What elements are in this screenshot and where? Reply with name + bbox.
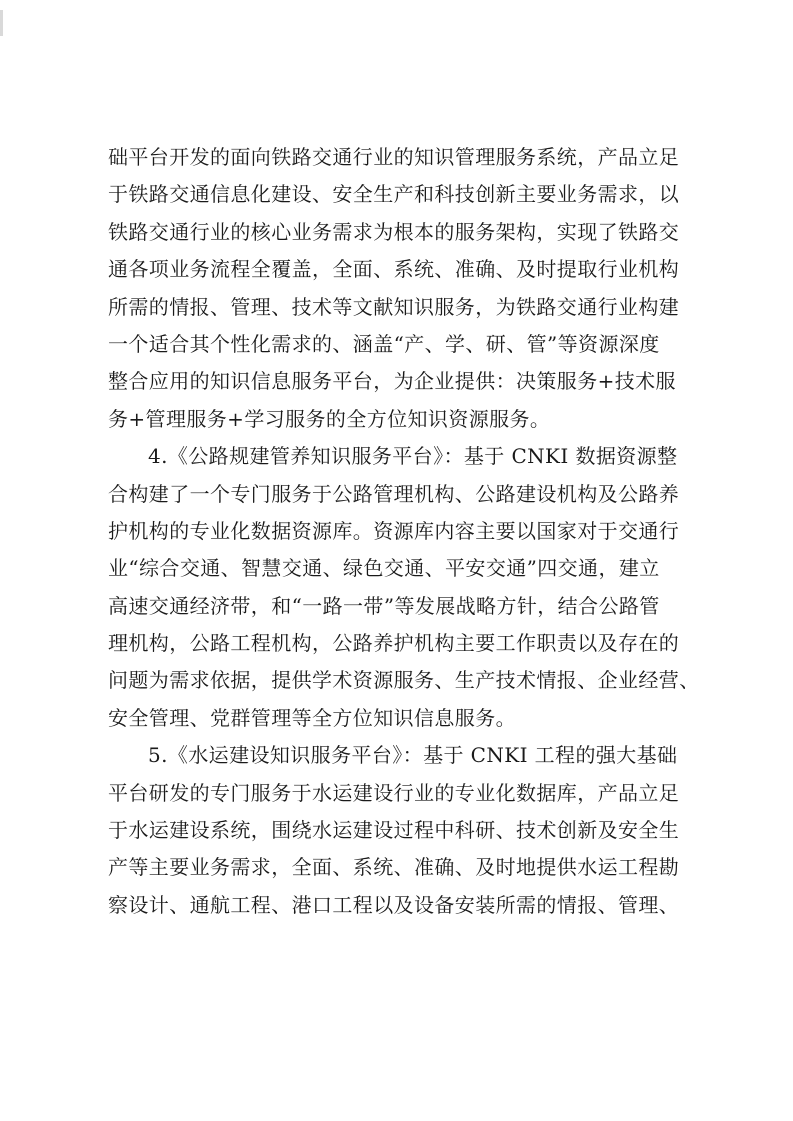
paragraph-5-heading-line: 5.《水运建设知识服务平台》：基于 CNKI 工程的强大基础 <box>148 743 678 768</box>
text-line: 察设计、通航工程、港口工程以及设备安装所需的情报、管理、 <box>108 892 680 917</box>
text-line: 业“综合交通、智慧交通、绿色交通、平安交通”四交通，建立 <box>108 556 660 581</box>
text-line: 护机构的专业化数据资源库。资源库内容主要以国家对于交通行 <box>108 518 680 543</box>
text-line: 务+管理服务+学习服务的全方位知识资源服务。 <box>108 406 551 431</box>
text-line: 高速交通经济带，和“一路一带”等发展战略方针，结合公路管 <box>108 593 660 618</box>
text-line: 所需的情报、管理、技术等文献知识服务，为铁路交通行业构建 <box>108 294 680 319</box>
body-text <box>108 139 708 924</box>
text-line: 一个适合其个性化需求的、涵盖“产、学、研、管”等资源深度 <box>108 331 660 356</box>
scan-edge-mark <box>0 10 3 36</box>
text-line: 问题为需求依据，提供学术资源服务、生产技术情报、企业经营、 <box>108 668 700 693</box>
paragraph-4-heading-line: 4.《公路规建管养知识服务平台》：基于 CNKI 数据资源整 <box>148 444 678 469</box>
text-line: 通各项业务流程全覆盖，全面、系统、准确、及时提取行业机构 <box>108 257 680 282</box>
text-line: 础平台开发的面向铁路交通行业的知识管理服务系统，产品立足 <box>108 145 680 169</box>
text-line: 铁路交通行业的核心业务需求为根本的服务架构，实现了铁路交 <box>108 219 680 244</box>
text-line: 合构建了一个专门服务于公路管理机构、公路建设机构及公路养 <box>108 481 680 506</box>
text-line: 安全管理、党群管理等全方位知识信息服务。 <box>108 705 516 730</box>
text-line: 产等主要业务需求，全面、系统、准确、及时地提供水运工程勘 <box>108 855 680 880</box>
text-line: 理机构，公路工程机构，公路养护机构主要工作职责以及存在的 <box>108 631 680 656</box>
text-line: 整合应用的知识信息服务平台，为企业提供：决策服务+技术服 <box>108 369 676 394</box>
text-line: 平台研发的专门服务于水运建设行业的专业化数据库，产品立足 <box>108 780 680 805</box>
text-line: 于铁路交通信息化建设、安全生产和科技创新主要业务需求，以 <box>108 182 680 207</box>
text-line: 于水运建设系统，围绕水运建设过程中科研、技术创新及安全生 <box>108 818 680 843</box>
